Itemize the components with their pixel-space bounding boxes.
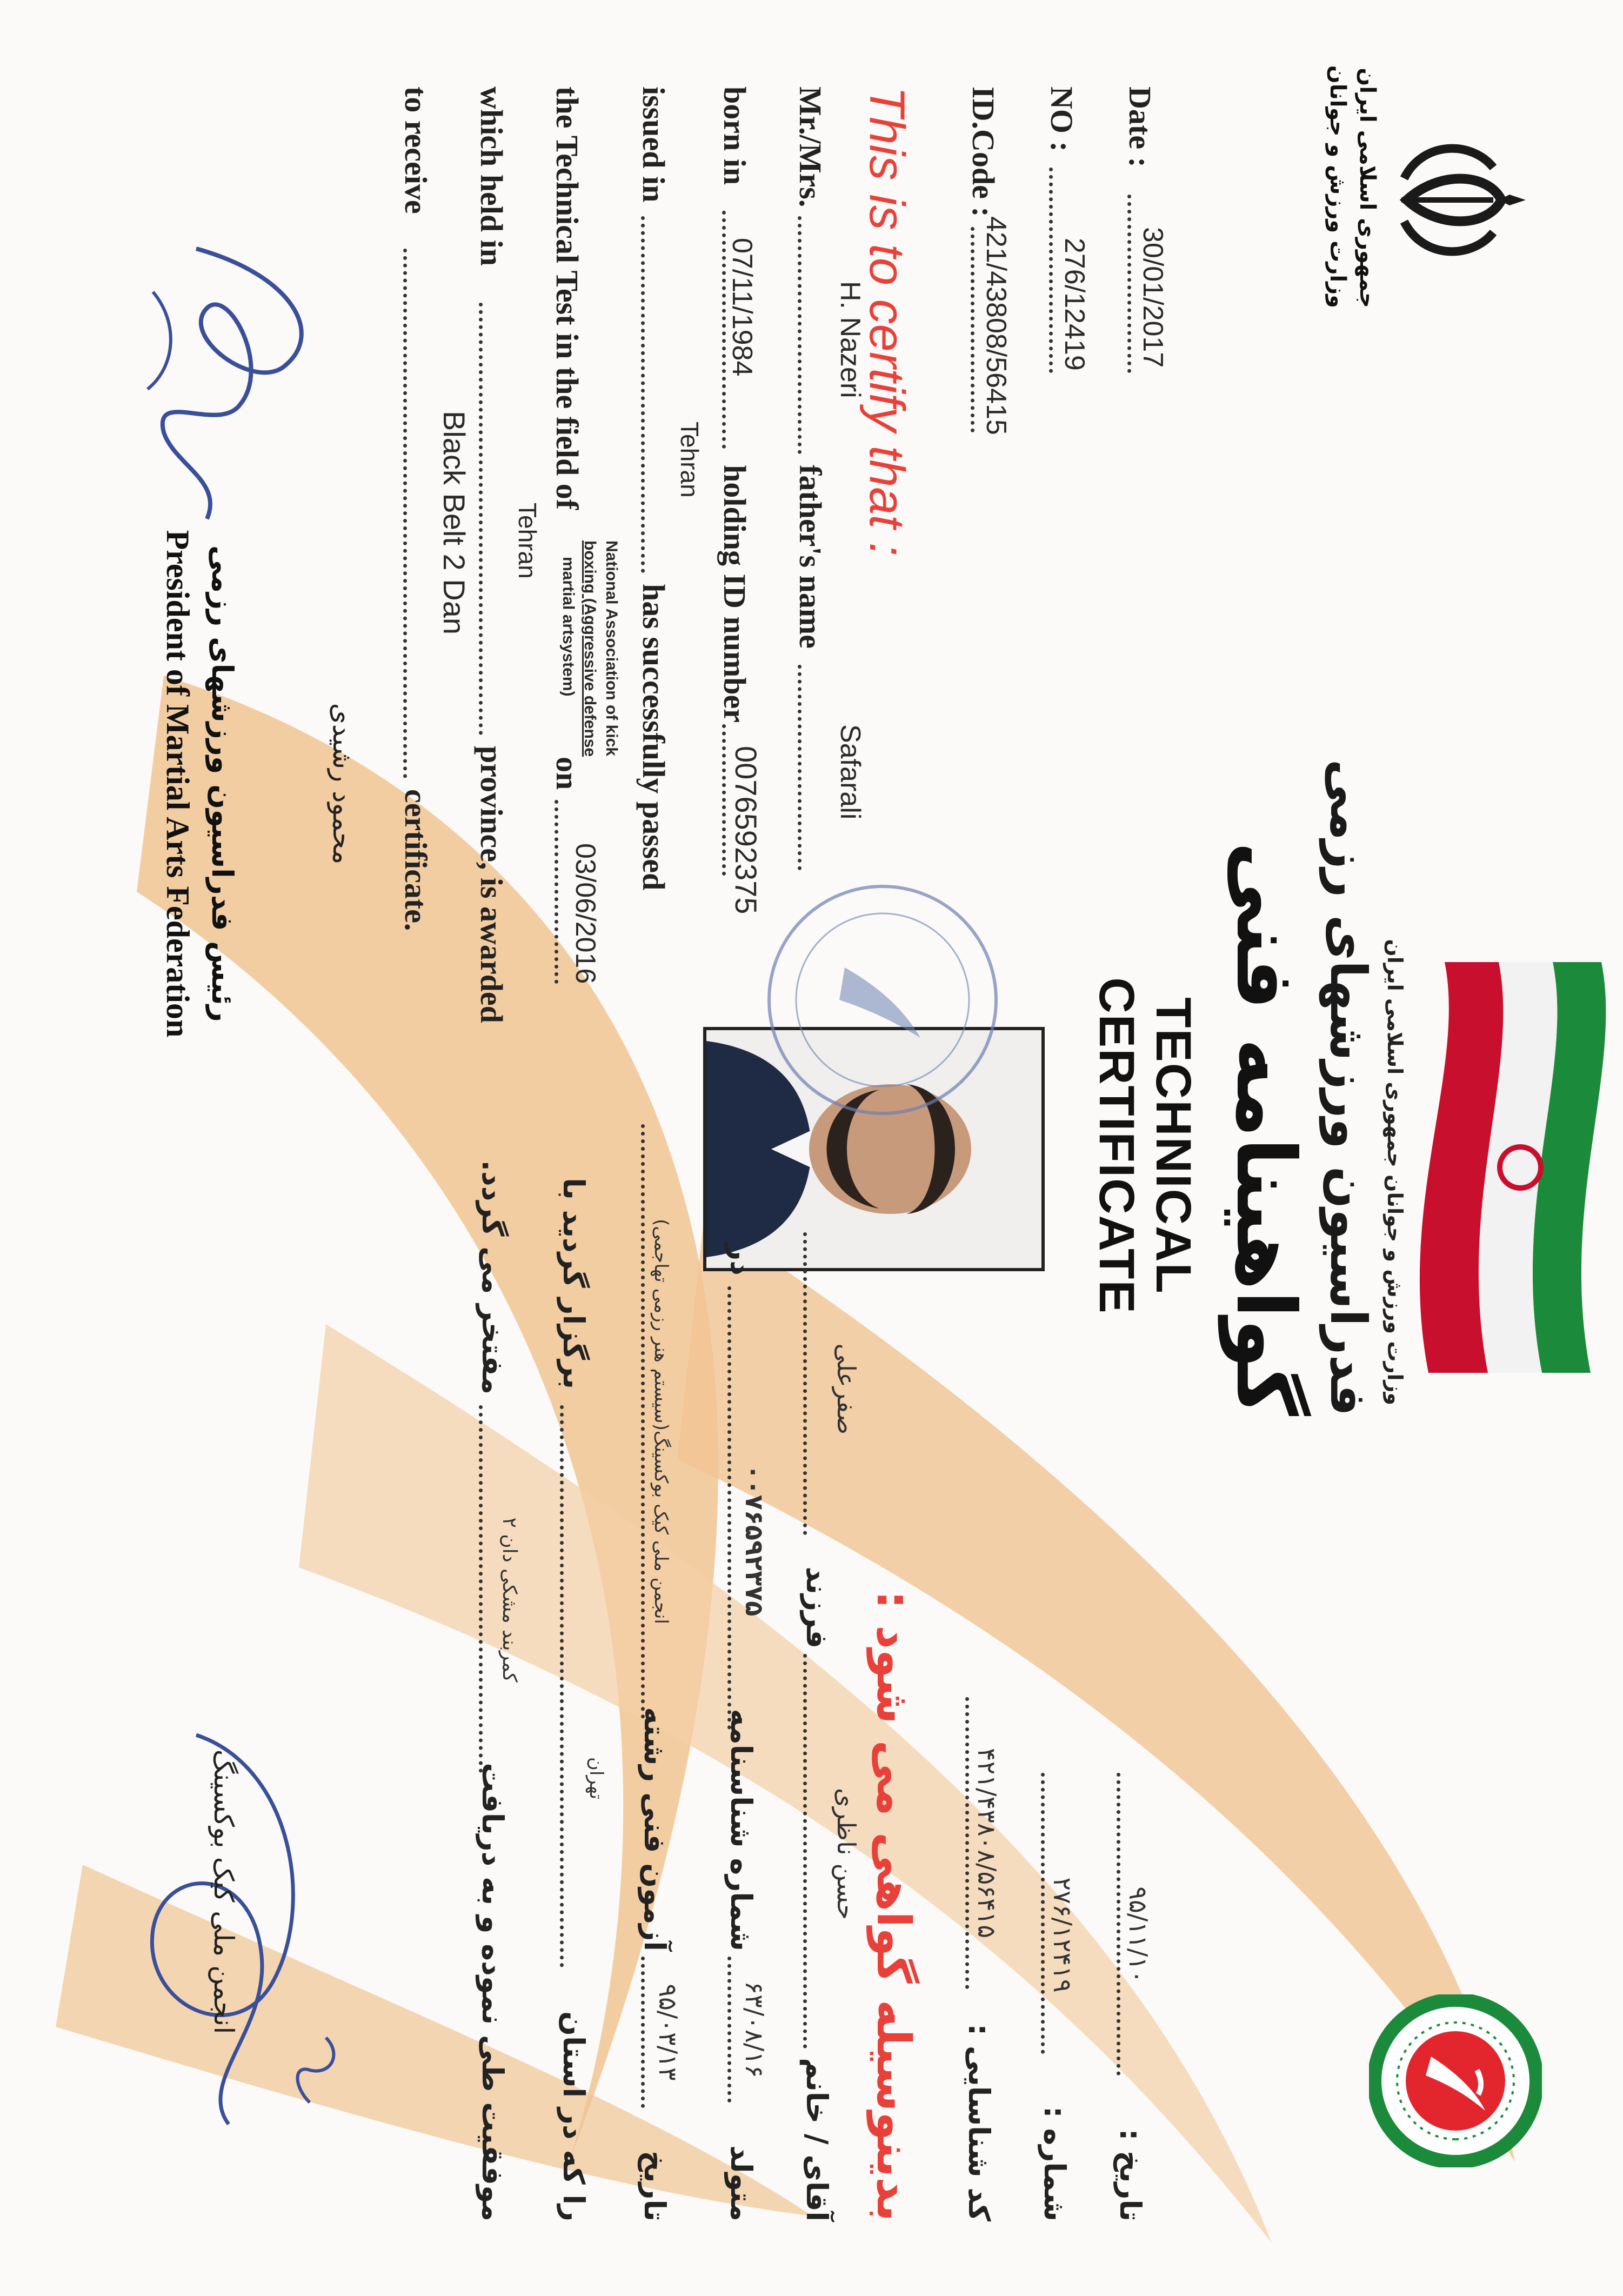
province-label-en: province, is awarded bbox=[474, 746, 509, 1023]
born-value-fa: ۶۳/۰۸/۱۶ bbox=[740, 1981, 769, 2078]
emblem-caption-line1: جمهوری اسلامی ایران bbox=[1355, 68, 1380, 308]
on-value-en: 03/06/2016 bbox=[570, 843, 601, 984]
in-label-fa: در bbox=[724, 1244, 758, 1276]
mr-label-en: Mr./Mrs. bbox=[793, 86, 828, 208]
father-value-fa: صفرعلی bbox=[832, 1343, 861, 1435]
no-fa-dotted-line bbox=[1041, 1773, 1045, 2054]
idcode-value-fa: ۴۲۱/۴۳۸۰۸/۵۶۴۱۵ bbox=[972, 1747, 1001, 1939]
child-label-fa: فرزند bbox=[800, 1566, 834, 1648]
test-label-fa: آزمون فنی رشته bbox=[638, 1707, 672, 1951]
date-label-fa-body: تاریخ bbox=[638, 2151, 672, 2221]
certificate-label-en: certificate. bbox=[398, 789, 433, 931]
holding-value-en: 0076592375 bbox=[729, 746, 763, 915]
honored-label-fa: مفتخر می گردد. bbox=[476, 1160, 510, 1394]
field-value-fa: انجمن ملی کیک بوکسینگ(سیستم هنر رزمی تهاجمی) bbox=[650, 1219, 672, 1624]
field-value-en-line1: National Association of kick bbox=[603, 540, 620, 756]
no-label-en: NO : bbox=[1044, 86, 1079, 152]
receive-value-en: Black Belt 2 Dan bbox=[437, 411, 471, 635]
receive-fa-dotted-line bbox=[479, 1405, 483, 1773]
iran-emblem-icon bbox=[1391, 119, 1531, 281]
iran-flag-image bbox=[1407, 962, 1623, 1373]
date-value-fa: ۹۵/۱۱/۱۰ bbox=[1124, 1886, 1153, 1984]
no-dotted-line bbox=[1049, 168, 1053, 373]
born-fa-dotted-line bbox=[727, 1957, 731, 2103]
date-fa-dotted-line bbox=[1117, 1773, 1120, 2075]
date-value-en: 30/01/2017 bbox=[1137, 227, 1168, 368]
certificate-title-fa: گواهینامه فنی bbox=[1218, 842, 1312, 1416]
date-dotted-line bbox=[1127, 195, 1131, 373]
issued-label-en: issued in bbox=[636, 86, 671, 203]
president-title-en: President of Martial Arts Federation bbox=[160, 530, 196, 1038]
date-label-en: Date : bbox=[1123, 86, 1158, 168]
president-signature-icon bbox=[131, 227, 358, 551]
president-name-fa: محمود رشیدی bbox=[327, 703, 358, 865]
idcode-fa-dotted-line bbox=[965, 1697, 969, 1989]
success-label-fa: موفقیت طی نموده و به دریافت bbox=[476, 1763, 510, 2221]
province-value-fa: تهران bbox=[585, 1757, 607, 1800]
receive-dotted-line bbox=[403, 249, 407, 778]
id-label-fa: شماره شناسنامه bbox=[724, 1708, 758, 1951]
id-fa-dotted-line bbox=[727, 1286, 731, 1730]
on-label-en: on bbox=[550, 757, 585, 790]
president-title-fa: رئیس فدراسیون ورزشهای رزمی bbox=[205, 545, 239, 1022]
name-dotted-line bbox=[798, 216, 802, 454]
idcode-label-en: ID.Code : bbox=[966, 86, 1001, 217]
date-label-fa: تاریخ : bbox=[1113, 2128, 1147, 2221]
born-label-fa: متولد bbox=[724, 2145, 758, 2221]
mr-label-fa: آقای / خانم bbox=[800, 2058, 834, 2221]
field-value-en-line3: martial artsystem) bbox=[559, 557, 577, 697]
emblem-caption-line2: وزارت ورزش و جوانان bbox=[1325, 65, 1350, 308]
holding-dotted-line bbox=[722, 724, 726, 876]
ministry-text: وزارت ورزش و جوانان جمهوری اسلامی ایران bbox=[1383, 939, 1407, 1405]
held-value-en: Tehran bbox=[513, 503, 542, 579]
federation-name-fa: فدراسیون ورزشهای رزمی bbox=[1319, 759, 1377, 1416]
province-fa-dotted-line bbox=[560, 1405, 564, 1967]
name-value-en: H. Nazeri bbox=[834, 281, 866, 398]
association-name-fa: انجمن ملی کیک بوکسینگ bbox=[208, 1749, 239, 2034]
field-value-en-line2: boxing (Aggressive defense bbox=[581, 540, 599, 757]
held-label-fa: برگزار گردید با bbox=[557, 1178, 591, 1389]
held-label-en: which held in bbox=[474, 86, 509, 266]
certify-intro-fa: بدینوسیله گواهی می شود : bbox=[866, 1590, 920, 2221]
born-value-en: 07/11/1984 bbox=[726, 238, 758, 377]
federation-stamp-icon bbox=[758, 876, 1007, 1124]
test-label-en: the Technical Test in the field of bbox=[550, 86, 585, 510]
province-label-fa: را که در استان bbox=[557, 2011, 591, 2221]
born-dotted-line bbox=[722, 211, 726, 449]
father-label-en: father's name bbox=[793, 465, 828, 649]
no-value-en: 276/12419 bbox=[1059, 238, 1090, 371]
holding-label-en: holding ID number bbox=[717, 465, 752, 723]
idcode-dotted-line bbox=[971, 227, 974, 432]
federation-logo-icon bbox=[1369, 1994, 1542, 2167]
receive-label-en: to receive bbox=[398, 86, 433, 214]
certificate-title-en: TECHNICAL CERTIFICATE bbox=[1089, 977, 1201, 1314]
on-dotted-line bbox=[555, 800, 558, 984]
name-fa-dotted-line bbox=[803, 1654, 807, 2048]
date-fa-body-dotted-line bbox=[641, 1957, 645, 2108]
father-value-en: Safarali bbox=[834, 724, 866, 820]
receive-value-fa: کمربند مشکی دان ۲ bbox=[498, 1517, 520, 1683]
certify-intro-en: This is to certify that : bbox=[859, 86, 914, 557]
date-value-fa-body: ۹۵/۰۳/۱۳ bbox=[653, 1984, 683, 2081]
no-value-fa: ۲۷۶/۱۲۴۱۹ bbox=[1048, 1877, 1077, 1993]
idcode-label-fa: کد شناسایی : bbox=[962, 2024, 996, 2221]
no-label-fa: شماره : bbox=[1038, 2106, 1072, 2221]
born-label-en: born in bbox=[717, 86, 752, 185]
issued-dotted-line bbox=[641, 216, 645, 573]
father-dotted-line bbox=[798, 665, 802, 870]
id-value-fa: ۰۰۷۶۵۹۲۳۷۵ bbox=[740, 1464, 769, 1617]
name-value-fa: حسن ناظری bbox=[832, 1788, 861, 1920]
held-dotted-line bbox=[479, 303, 483, 735]
issued-value-en: Tehran bbox=[676, 422, 704, 498]
passed-label-en: has successfully passed bbox=[636, 584, 671, 891]
idcode-value-en: 421/43808/56415 bbox=[980, 216, 1012, 435]
father-fa-dotted-line bbox=[803, 1232, 807, 1535]
field-fa-dotted-line bbox=[641, 1124, 645, 1719]
